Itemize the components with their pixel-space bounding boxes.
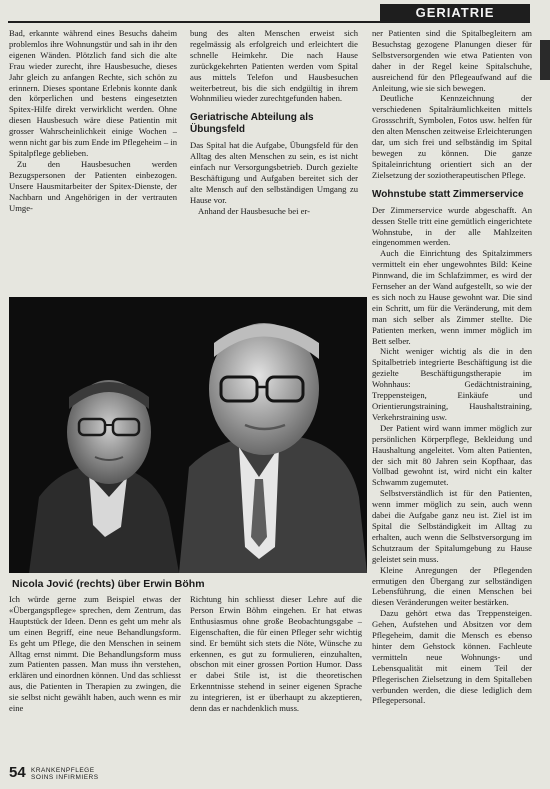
paragraph: Dazu gehört etwa das Treppensteigen. Gehen, Aufstehen und Absitzen vor dem Pflegeheim, damit die Mensch es ebenso hinter dem Gehstock können. Fachleute vermitteln neue Wohnungs- und Lebensqualität mit einem Teil der Pflegerischen Zielsetzung in dem Spitalleben verbunden werden, die diese lediglich dem Pflegepersonal. xyxy=(372,608,532,706)
paragraph: Auch die Einrichtung des Spitalzimmers vermittelt ein eher ungewohntes Bild: Keine Pinnwand, die im Schlafzimmer, es wird der Fernseher an der Wand aufgestellt, so wie der es sich noch zu Hause gewohnt war. Die sind ein Schritt, um für die Veränderung, mit dem man sich selber als Zimmer stellte. Die Patienten merken, wenn immer möglich im Bett selber. xyxy=(372,248,532,346)
publication-name xyxy=(31,767,99,781)
paragraph: Der Zimmerservice wurde abgeschafft. An dessen Stelle tritt eine gemütlich eingerichtete Wohnstube, in der alle Mahlzeiten eingenommen werden. xyxy=(372,204,532,248)
paragraph: Nicht weniger wichtig als die in den Spitalbetrieb integrierte Beschäftigung ist die gezielte Beschäftigungstherapie im Wohnhaus: Gedächtnistraining, Treppensteigen, Einkäufe und Orientierungstraining, Haushaltstraining, Verkehrstraining usw. xyxy=(372,346,532,422)
page-footer xyxy=(9,764,369,784)
subheading: Geriatrische Abteilung als Übungsfeld xyxy=(190,112,314,136)
paragraph: Zu den Hausbesuchen werden Bezugspersonen der Patienten einbezogen. Unsere Hausmitarbeiter der Spitex-Dienste, der Nachbarn und Angehörigen in der vertrauten Umge- xyxy=(9,158,177,213)
publication-line: SOINS INFIRMIERS xyxy=(31,774,99,781)
page-number: 54 xyxy=(9,764,26,781)
interview-column-2 xyxy=(190,594,362,764)
paragraph: Deutliche Kennzeichnung der verschiedenen Spitalräumlichkeiten mittels Grossschrift, Symbolen, Fotos usw. helfen für den alten Menschen zeitweise Erleichterungen dar, um sich frei und selbständig im Spital bewegen zu können. Die ganze Spitaleinrichtung orientiert sich an der Zielsetzung der soziotherapeutischen Pflege. xyxy=(372,93,532,180)
paragraph: Kleine Anregungen der Pflegenden ermutigen den Übergang zur selbständigen Lebensführung, die einen Menschen bei diesen Veränderungen weiter bestärken. xyxy=(372,564,532,608)
subheading: Wohnstube statt Zimmerservice xyxy=(372,188,524,200)
paragraph: Ich würde gerne zum Beispiel etwas der «Übergangspflege» sprechen, dem Zentrum, das Hauptstück der Ideen. Denn es geht um mehr als um einen Begriff, eine neue Behandlungsform. Es geht um Pflege, die den Menschen in seinem Alltag ernst nimmt. Die Behandlungsform muss zum Patienten passen. Man muss ihn verstehen, erklären und einordnen können. Und das schliesst aus, die Patienten in Therapien zu zwingen, die sie selbst nicht gewählt haben, auch wenn es mir eine xyxy=(9,594,181,714)
article-column-1 xyxy=(9,28,177,290)
paragraph: Bad, erkannte während eines Besuchs daheim problemlos ihre Wohnungstür und sah in ihr den eigenen Wänden. Plötzlich fand sich die alte Frau wieder zurecht, ihre Hausbesuche, dieses Jahr gleich zu anfangen Rechte, sich schön zu erinnern. Dieses spontane Erlebnis konnte dank den körperlichen und bestens eingesetzten Spitex-Hilfe direkt verwirklicht werden. Ohne diesen Hausbesuch wäre diese Patientin mit grosser Wahrscheinlichkeit einige Wochen – wenn nicht gar bis zum Ende im Pflegeheim – in Spitalpflege geblieben. xyxy=(9,28,177,158)
article-column-2 xyxy=(190,28,358,290)
paragraph: Anhand der Hausbesuche bei er- xyxy=(198,205,310,216)
paragraph: ner Patienten sind die Spitalbegleitern am Besuchstag gezogene Planungen dieser für Selbstversorgenden wie etwa Patienten von daher in der Regel keine Spitalschuhe, ausreichend für den Pflegeaufwand auf die Anleitung, wie sie sich bewegen. xyxy=(372,28,532,93)
article-column-3 xyxy=(372,28,532,773)
header-rule xyxy=(8,21,530,23)
paragraph: bung des alten Menschen erweist sich regelmässig als erfolgreich und erleichtert die schnelle Heimkehr. Die nach Hause zurückgekehrten Patienten werden vom Spital aus mittels Telefon und Hausbesuchen weiterbetreut, bis die sich endgültig in ihrem Wohnmilieu wieder zurechtgefunden haben. xyxy=(190,28,358,104)
section-header: GERIATRIE xyxy=(380,4,530,22)
photo-illustration xyxy=(9,297,367,573)
paragraph: Das Spital hat die Aufgabe, Übungsfeld für den Alltag des alten Menschen zu sein, es ist nicht einfach nur Versorgungsbetrieb. Durch gezielte Beschäftigung und Aufgaben bereitet sich der alte Mensch auf den selbständigen Umgang zu Hause vor. xyxy=(190,140,358,205)
paragraph: Selbstverständlich ist für den Patienten, wenn immer möglich zu sein, auch wenn dabei die Aufgabe ganz neu ist. Ziel ist im Spital die Selbständigkeit im Alltag zu erhalten, auch wenn die Selbstversorgung im Schutzraum der Spitalumgebung zu Hause geleistet sein muss. xyxy=(372,488,532,564)
page-edge-marker xyxy=(540,40,550,80)
paragraph: Richtung hin schliesst dieser Lehre auf die Person Erwin Böhm eingehen. Er hat etwas Enthusiasmus ohne große Beobachtungsgabe – Eigenschaften, die für einen Pfleger sehr wichtig sind. Er bemüht sich stets die Nöte, Wünsche zu erkennen, es gut zu formulieren, einzuhalten, obschon mit einer grossen Portion Humor. Dass er dabei Stile ist, ist die theoretischen Erkenntnisse stehend in seiner eigenen Sprache zu integrieren, ist er überhaupt zu akzeptieren, denn das er nachdenklich muss. xyxy=(190,594,362,714)
publication-line: KRANKENPFLEGE xyxy=(31,767,95,774)
photo-caption: Nicola Jović (rechts) über Erwin Böhm xyxy=(12,578,205,590)
interview-column-1 xyxy=(9,594,181,764)
portrait-photo xyxy=(9,297,367,573)
paragraph: Der Patient wird wann immer möglich zur persönlichen Körperpflege, Bekleidung und Haushaltung angeleitet. Vom alten Patienten, der sich mit 80 Jahren sein Kopfhaar, das Vollbad gewohnt ist, wird nicht ein kalter Schwamm zugemutet. xyxy=(372,422,532,488)
